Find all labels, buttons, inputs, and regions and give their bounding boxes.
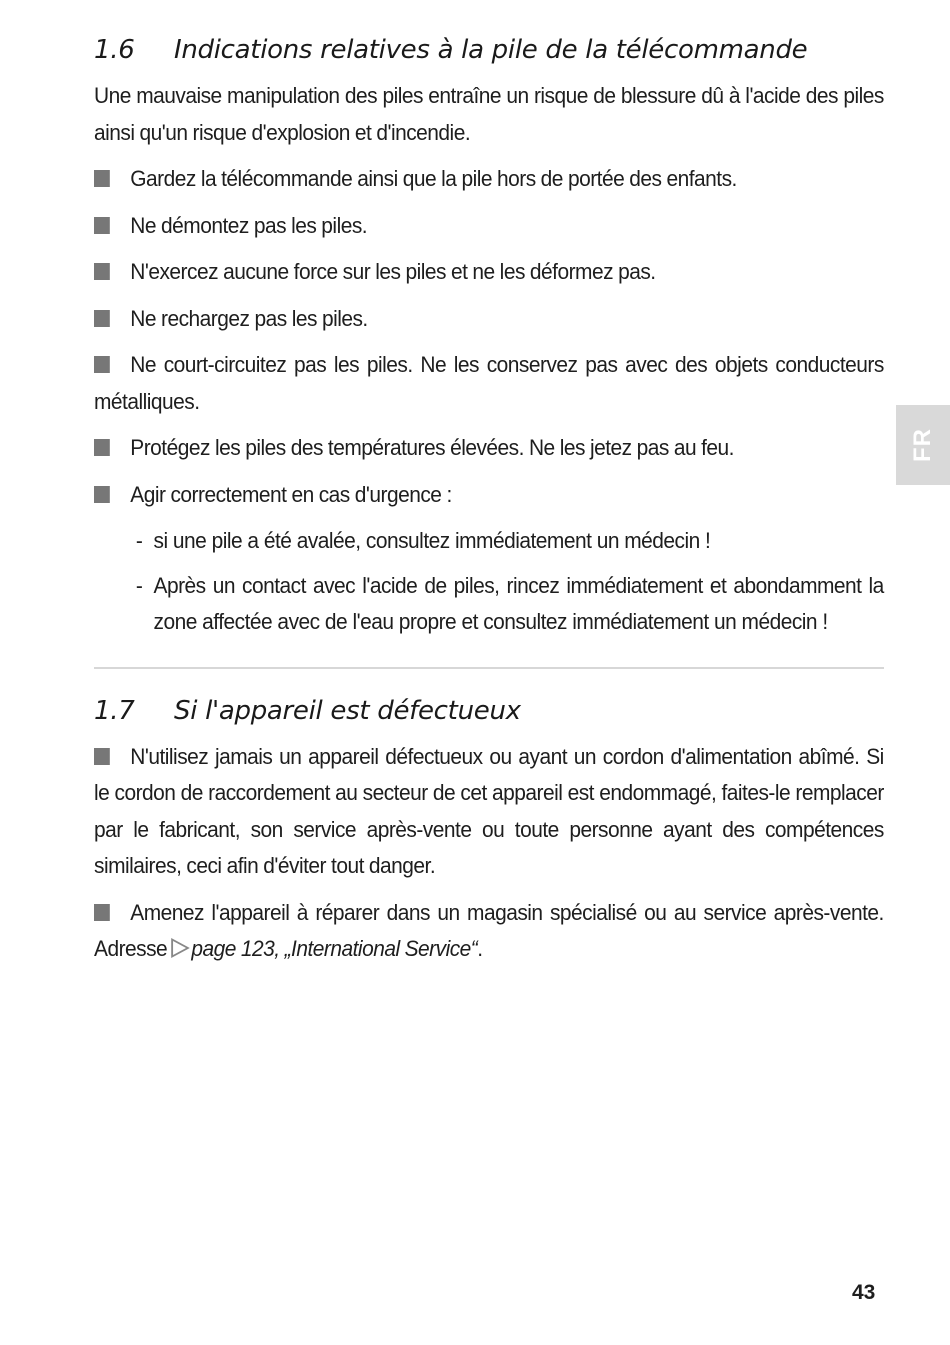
- square-bullet-icon: [94, 263, 110, 280]
- list-item: [94, 208, 884, 245]
- list-item: [94, 739, 884, 885]
- list-item: [94, 895, 884, 968]
- section-heading-1-6: [94, 30, 884, 70]
- cross-reference-link[interactable]: page 123, „International Service“: [191, 936, 478, 961]
- list-item-text: Amenez l'appareil à réparer dans un magasin spécialisé ou au service après-vente. Adresse: [94, 899, 884, 961]
- section-number: 1.7: [94, 695, 135, 726]
- language-tab-label: FR: [909, 428, 936, 462]
- list-item-text: Ne démontez pas les piles.: [130, 212, 368, 238]
- dash-bullet: -: [135, 528, 143, 553]
- square-bullet-icon: [94, 170, 110, 187]
- section-number: 1.6: [94, 35, 135, 65]
- page-number: 43: [852, 1281, 876, 1304]
- square-bullet-icon: [94, 356, 110, 373]
- list-item: [94, 301, 884, 338]
- square-bullet-icon: [94, 748, 110, 765]
- list-item-text: Agir correctement en cas d'urgence :: [130, 481, 452, 507]
- section-title: Indications relatives à la pile de la télécommande: [174, 35, 808, 65]
- list-item: [94, 477, 884, 514]
- section-title: Si l'appareil est défectueux: [174, 695, 521, 726]
- section-divider: [94, 667, 884, 669]
- cross-reference-arrow-icon: [171, 938, 190, 958]
- square-bullet-icon: [94, 486, 110, 503]
- list-item: [94, 161, 884, 198]
- square-bullet-icon: [94, 904, 110, 921]
- sub-list-item: [94, 568, 884, 641]
- list-item: [94, 430, 884, 467]
- list-item-text: Gardez la télécommande ainsi que la pile hors de portée des enfants.: [130, 166, 737, 191]
- square-bullet-icon: [94, 310, 110, 327]
- language-tab: [896, 405, 950, 485]
- list-item-text: N'utilisez jamais un appareil défectueux ou ayant un cordon d'alimentation abîmé. Si le cordon de raccordement au secteur de cet appareil est endommagé, faites-le remplacer par le fabricant, son service après-vente ou toute personne ayant des compétences similaires, ceci afin d'éviter tout danger.: [94, 743, 884, 878]
- sub-list-item-text: Après un contact avec l'acide de piles, rincez immédiatement et abondamment la zone affectée avec de l'eau propre et consultez immédiatement un médecin !: [153, 572, 884, 634]
- square-bullet-icon: [94, 217, 110, 234]
- section-heading-1-7: [94, 691, 884, 731]
- list-item-text: Protégez les piles des températures élevées. Ne les jetez pas au feu.: [130, 435, 734, 460]
- list-item: [94, 347, 884, 420]
- intro-paragraph: Une mauvaise manipulation des piles entraîne un risque de blessure dû à l'acide des piles ainsi qu'un risque d'explosion et d'incendie.: [94, 83, 884, 145]
- list-item-text: N'exercez aucune force sur les piles et ne les déformez pas.: [130, 259, 656, 284]
- list-item-text: Ne rechargez pas les piles.: [130, 305, 368, 331]
- sub-list-item: [94, 523, 884, 560]
- list-item: [94, 254, 884, 291]
- dash-bullet: -: [135, 572, 143, 598]
- page-content: [94, 30, 884, 978]
- sub-list-item-text: si une pile a été avalée, consultez immédiatement un médecin !: [153, 528, 711, 553]
- list-item-text: Ne court-circuitez pas les piles. Ne les conservez pas avec des objets conducteurs métalliques.: [94, 352, 884, 414]
- sentence-end: .: [477, 936, 483, 961]
- square-bullet-icon: [94, 439, 110, 456]
